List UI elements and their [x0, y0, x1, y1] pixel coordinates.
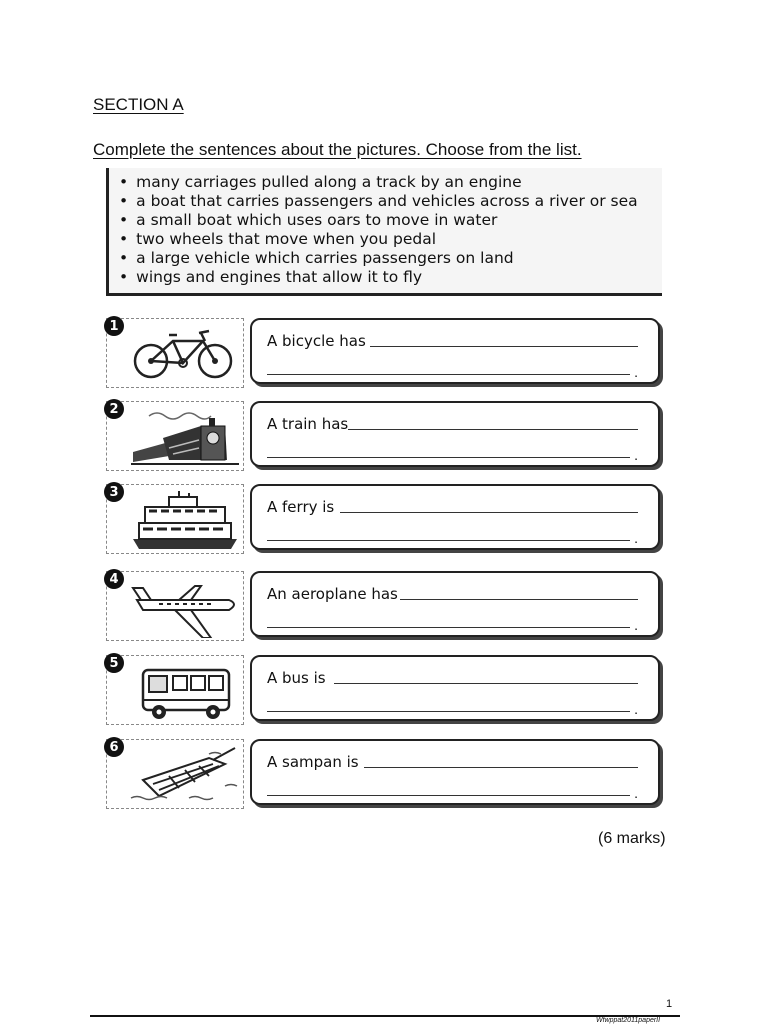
question-number: 4: [104, 569, 124, 589]
footer-rule: [90, 1015, 680, 1017]
answer-line[interactable]: [267, 540, 630, 541]
bus-icon: [129, 662, 241, 722]
full-stop: .: [634, 364, 638, 380]
answer-line[interactable]: [267, 457, 630, 458]
sentence-prompt: A bicycle has: [267, 332, 366, 350]
sampan-icon: [129, 746, 241, 806]
bicycle-icon: [129, 325, 241, 385]
full-stop: .: [634, 785, 638, 801]
page-number: 1: [666, 998, 673, 1010]
question-5: [106, 655, 662, 727]
answer-line[interactable]: [267, 627, 630, 628]
question-number: 2: [104, 399, 124, 419]
word-list-item: • many carriages pulled along a track by an engine: [119, 173, 662, 192]
full-stop: .: [634, 701, 638, 717]
aeroplane-icon: [129, 578, 241, 638]
word-list-item: • a large vehicle which carries passengers on land: [119, 249, 662, 268]
question-number: 3: [104, 482, 124, 502]
answer-box: [250, 484, 660, 550]
instructions: Complete the sentences about the pictures. Choose from the list.: [93, 140, 582, 159]
full-stop: .: [634, 617, 638, 633]
answer-box: [250, 655, 660, 721]
sentence-prompt: A sampan is: [267, 753, 359, 771]
train-icon: [129, 408, 241, 468]
picture-frame: [106, 484, 244, 554]
question-2: [106, 401, 662, 473]
full-stop: .: [634, 530, 638, 546]
answer-box: [250, 318, 660, 384]
answer-line[interactable]: [370, 346, 638, 347]
question-1: [106, 318, 662, 390]
word-list-box: [106, 168, 662, 296]
answer-line[interactable]: [267, 374, 630, 375]
question-number: 1: [104, 316, 124, 336]
word-list-item: • wings and engines that allow it to fly: [119, 268, 662, 287]
picture-frame: [106, 571, 244, 641]
picture-frame: [106, 739, 244, 809]
answer-box: [250, 571, 660, 637]
full-stop: .: [634, 447, 638, 463]
ferry-icon: [129, 491, 241, 551]
answer-line[interactable]: [267, 711, 630, 712]
picture-frame: [106, 401, 244, 471]
word-list: [109, 168, 662, 287]
question-number: 6: [104, 737, 124, 757]
word-list-item: • two wheels that move when you pedal: [119, 230, 662, 249]
answer-line[interactable]: [334, 683, 638, 684]
sentence-prompt: A train has: [267, 415, 349, 433]
word-list-item: • a boat that carries passengers and vehicles across a river or sea: [119, 192, 662, 211]
answer-line[interactable]: [348, 429, 638, 430]
answer-line[interactable]: [340, 512, 638, 513]
footer-code: Wfwppat2011paperII: [596, 1017, 661, 1024]
question-6: [106, 739, 662, 811]
marks-label: (6 marks): [598, 830, 666, 847]
answer-line[interactable]: [267, 795, 630, 796]
answer-box: [250, 739, 660, 805]
sentence-prompt: A bus is: [267, 669, 326, 687]
question-3: [106, 484, 662, 556]
picture-frame: [106, 318, 244, 388]
answer-line[interactable]: [364, 767, 638, 768]
answer-line[interactable]: [400, 599, 638, 600]
section-title: SECTION A: [93, 95, 184, 114]
question-number: 5: [104, 653, 124, 673]
answer-box: [250, 401, 660, 467]
picture-frame: [106, 655, 244, 725]
question-4: [106, 571, 662, 643]
sentence-prompt: An aeroplane has: [267, 585, 398, 603]
sentence-prompt: A ferry is: [267, 498, 335, 516]
word-list-item: • a small boat which uses oars to move in water: [119, 211, 662, 230]
